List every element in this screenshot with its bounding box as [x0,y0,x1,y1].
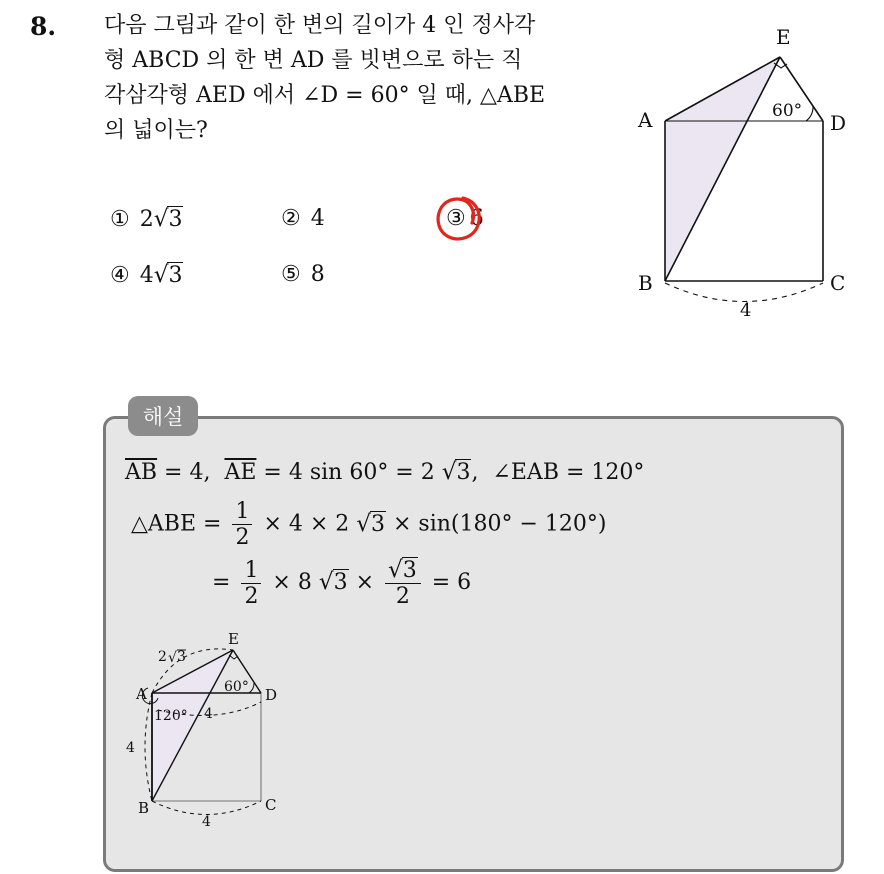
left-side-label: 4 [126,740,135,756]
fraction [241,559,261,608]
denominator: 2 [395,584,410,610]
segment-ae: $\overline{AE}$ [224,460,257,485]
label-d: D [830,111,847,135]
bottom-side-label: 4 [202,814,211,830]
choice-mark: ④ [110,263,130,288]
numerator: 1 [241,559,261,584]
sqrt: √3 [318,569,348,596]
ae-length-rad: 3 [177,649,186,665]
choice-2[interactable] [281,206,325,231]
angle-d-label: 60° [224,679,249,695]
eq-text: × sin(180° − 120°) [386,511,607,537]
solution-line-3 [212,558,471,608]
label-a: A [136,685,147,703]
choice-4[interactable] [110,262,183,288]
choice-mark: ③ [446,206,466,231]
numerator: 1 [232,500,252,525]
sqrt: √3 [388,557,417,583]
label-a: A [638,108,653,132]
sqrt: √3 [441,459,471,485]
choice-mark: ② [281,206,301,231]
question-line: 형 ABCD 의 한 변 AD 를 빗변으로 하는 직 [104,48,523,73]
question-line: 다음 그림과 같이 한 변의 길이가 4 인 정사각 [104,13,536,38]
solution-line-1 [125,459,644,485]
solution-figure [118,628,298,833]
radicand: 3 [168,207,183,232]
eq-text: = 4, [157,460,225,485]
square-triangle-figure [630,20,870,330]
label-b: B [638,271,653,295]
eq-text: × [348,570,381,596]
answer-circle-icon [430,192,486,248]
radicand: 3 [333,570,348,596]
choice-value: 6 [469,206,484,231]
sqrt-icon: √ [168,650,177,666]
question-line: 각삼각형 AED 에서 ∠D = 60° 일 때, △ABE [104,83,546,108]
radicand: 3 [456,460,471,485]
label-e: E [776,25,791,49]
radicand: 3 [371,511,385,537]
question-line: 의 넓이는? [104,118,208,143]
label-b: B [138,799,150,817]
label-c: C [830,271,846,295]
denominator: 2 [244,583,259,609]
choice-1[interactable] [110,206,183,232]
choice-mark: ① [110,207,130,232]
eq-text: = [212,570,238,596]
eq-text: , ∠EAB = 120° [471,460,645,485]
fraction [385,558,421,608]
eq-text: = 4 sin 60° = 2 [256,460,442,485]
choice-coef: 4 [139,263,154,288]
choice-mark: ⑤ [281,262,301,287]
denominator: 2 [235,525,250,551]
choice-value: 8 [310,262,325,287]
label-e: E [228,630,239,648]
sqrt: √3 [356,510,385,537]
solution-line-2 [131,500,606,549]
angle-a-label: 120° [154,708,188,724]
label-d: D [265,686,278,704]
question-text [104,8,624,148]
radicand: 3 [168,263,183,288]
label-c: C [265,796,277,814]
choice-5[interactable] [281,262,325,287]
eq-text: × 8 [265,570,319,596]
ae-side-label: 4 [204,706,213,722]
side-label: 4 [740,300,752,321]
eq-text: △ABE = [131,511,229,537]
segment-ab: $\overline{AB}$ [125,460,158,485]
question-number: 8. [30,12,57,41]
choice-coef: 2 [139,207,154,232]
eq-text: × 4 × 2 [256,511,357,537]
choice-value: 4 [310,206,325,231]
sqrt: √3 [153,262,183,288]
sqrt: √3 [153,206,183,232]
eq-text: = 6 [424,570,472,596]
numerator [385,558,421,584]
solution-tag: 해설 [128,396,198,436]
ae-length-coef: 2 [158,649,167,665]
fraction [232,500,252,549]
angle-label: 60° [772,101,803,121]
radicand: 3 [402,558,417,583]
